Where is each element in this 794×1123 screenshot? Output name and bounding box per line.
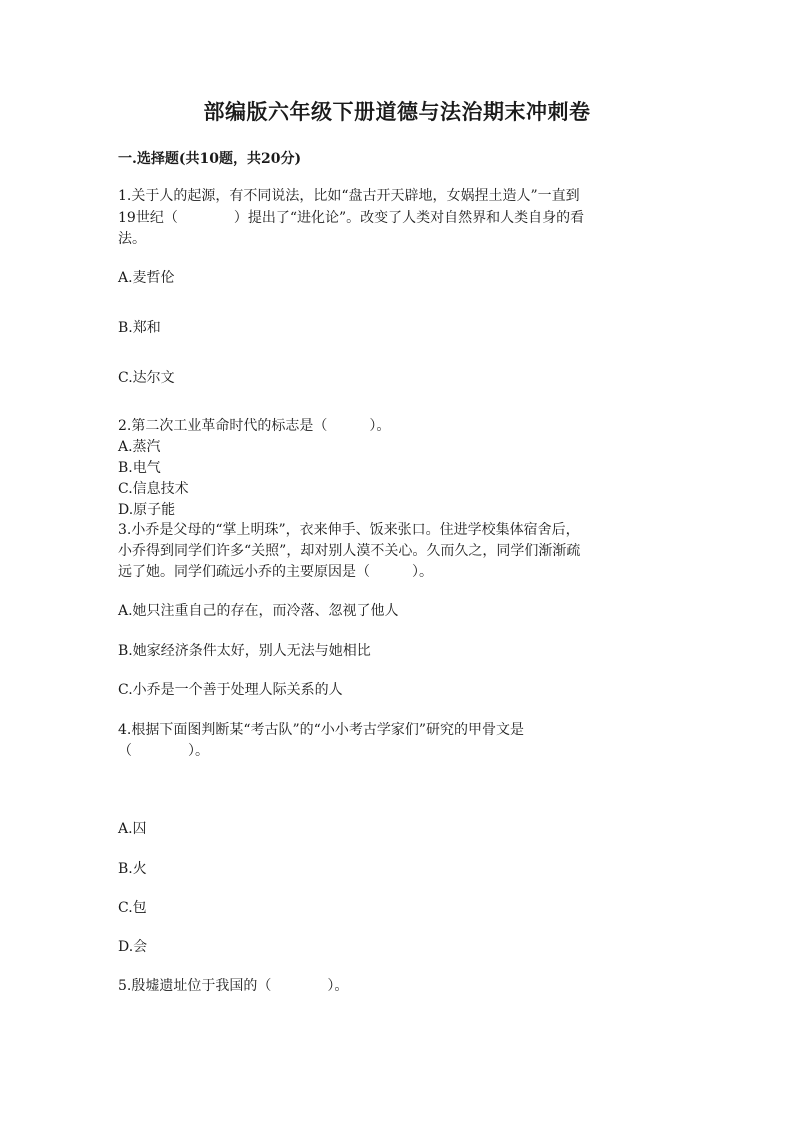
question-1-option-b: B.郑和 [118, 320, 161, 336]
question-3-option-b: B.她家经济条件太好，别人无法与她相比 [118, 643, 371, 659]
question-2-option-b: B.电气 [118, 460, 161, 476]
question-3-line-1: 3.小乔是父母的“掌上明珠”，衣来伸手、饭来张口。住进学校集体宿舍后， [118, 522, 580, 538]
question-4-line-2: （ ）。 [118, 743, 209, 759]
question-5-line-1: 5.殷墟遗址位于我国的（ ）。 [118, 978, 349, 994]
question-2-option-a: A.蒸汽 [118, 439, 161, 455]
question-1-option-a: A.麦哲伦 [118, 270, 175, 286]
question-4-line-1: 4.根据下面图判断某“考古队”的“小小考古学家们”研究的甲骨文是 [118, 722, 524, 738]
document-title: 部编版六年级下册道德与法治期末冲刺卷 [203, 99, 591, 124]
question-1-line-2: 19世纪（ ）提出了“进化论”。改变了人类对自然界和人类自身的看 [118, 210, 585, 226]
question-4-option-d: D.会 [118, 939, 148, 955]
question-1-option-c: C.达尔文 [118, 370, 175, 386]
question-2-line-1: 2.第二次工业革命时代的标志是（ ）。 [118, 418, 391, 434]
question-3-line-3: 远了她。同学们疏远小乔的主要原因是（ ）。 [118, 564, 433, 580]
question-3-option-c: C.小乔是一个善于处理人际关系的人 [118, 682, 343, 698]
question-1-line-3: 法。 [118, 231, 146, 247]
question-1-line-1: 1.关于人的起源，有不同说法，比如“盘古开天辟地，女娲捏土造人”一直到 [118, 188, 580, 204]
question-4-option-a: A.囚 [118, 821, 147, 837]
question-3-option-a: A.她只注重自己的存在，而冷落、忽视了他人 [118, 603, 399, 619]
question-3-line-2: 小乔得到同学们许多“关照”，却对别人漠不关心。久而久之，同学们渐渐疏 [118, 543, 581, 559]
question-2-option-d: D.原子能 [118, 502, 176, 518]
question-2-option-c: C.信息技术 [118, 481, 189, 497]
question-4-option-b: B.火 [118, 861, 147, 877]
section-heading: 一.选择题(共10题，共20分) [118, 151, 302, 167]
question-4-option-c: C.包 [118, 900, 147, 916]
